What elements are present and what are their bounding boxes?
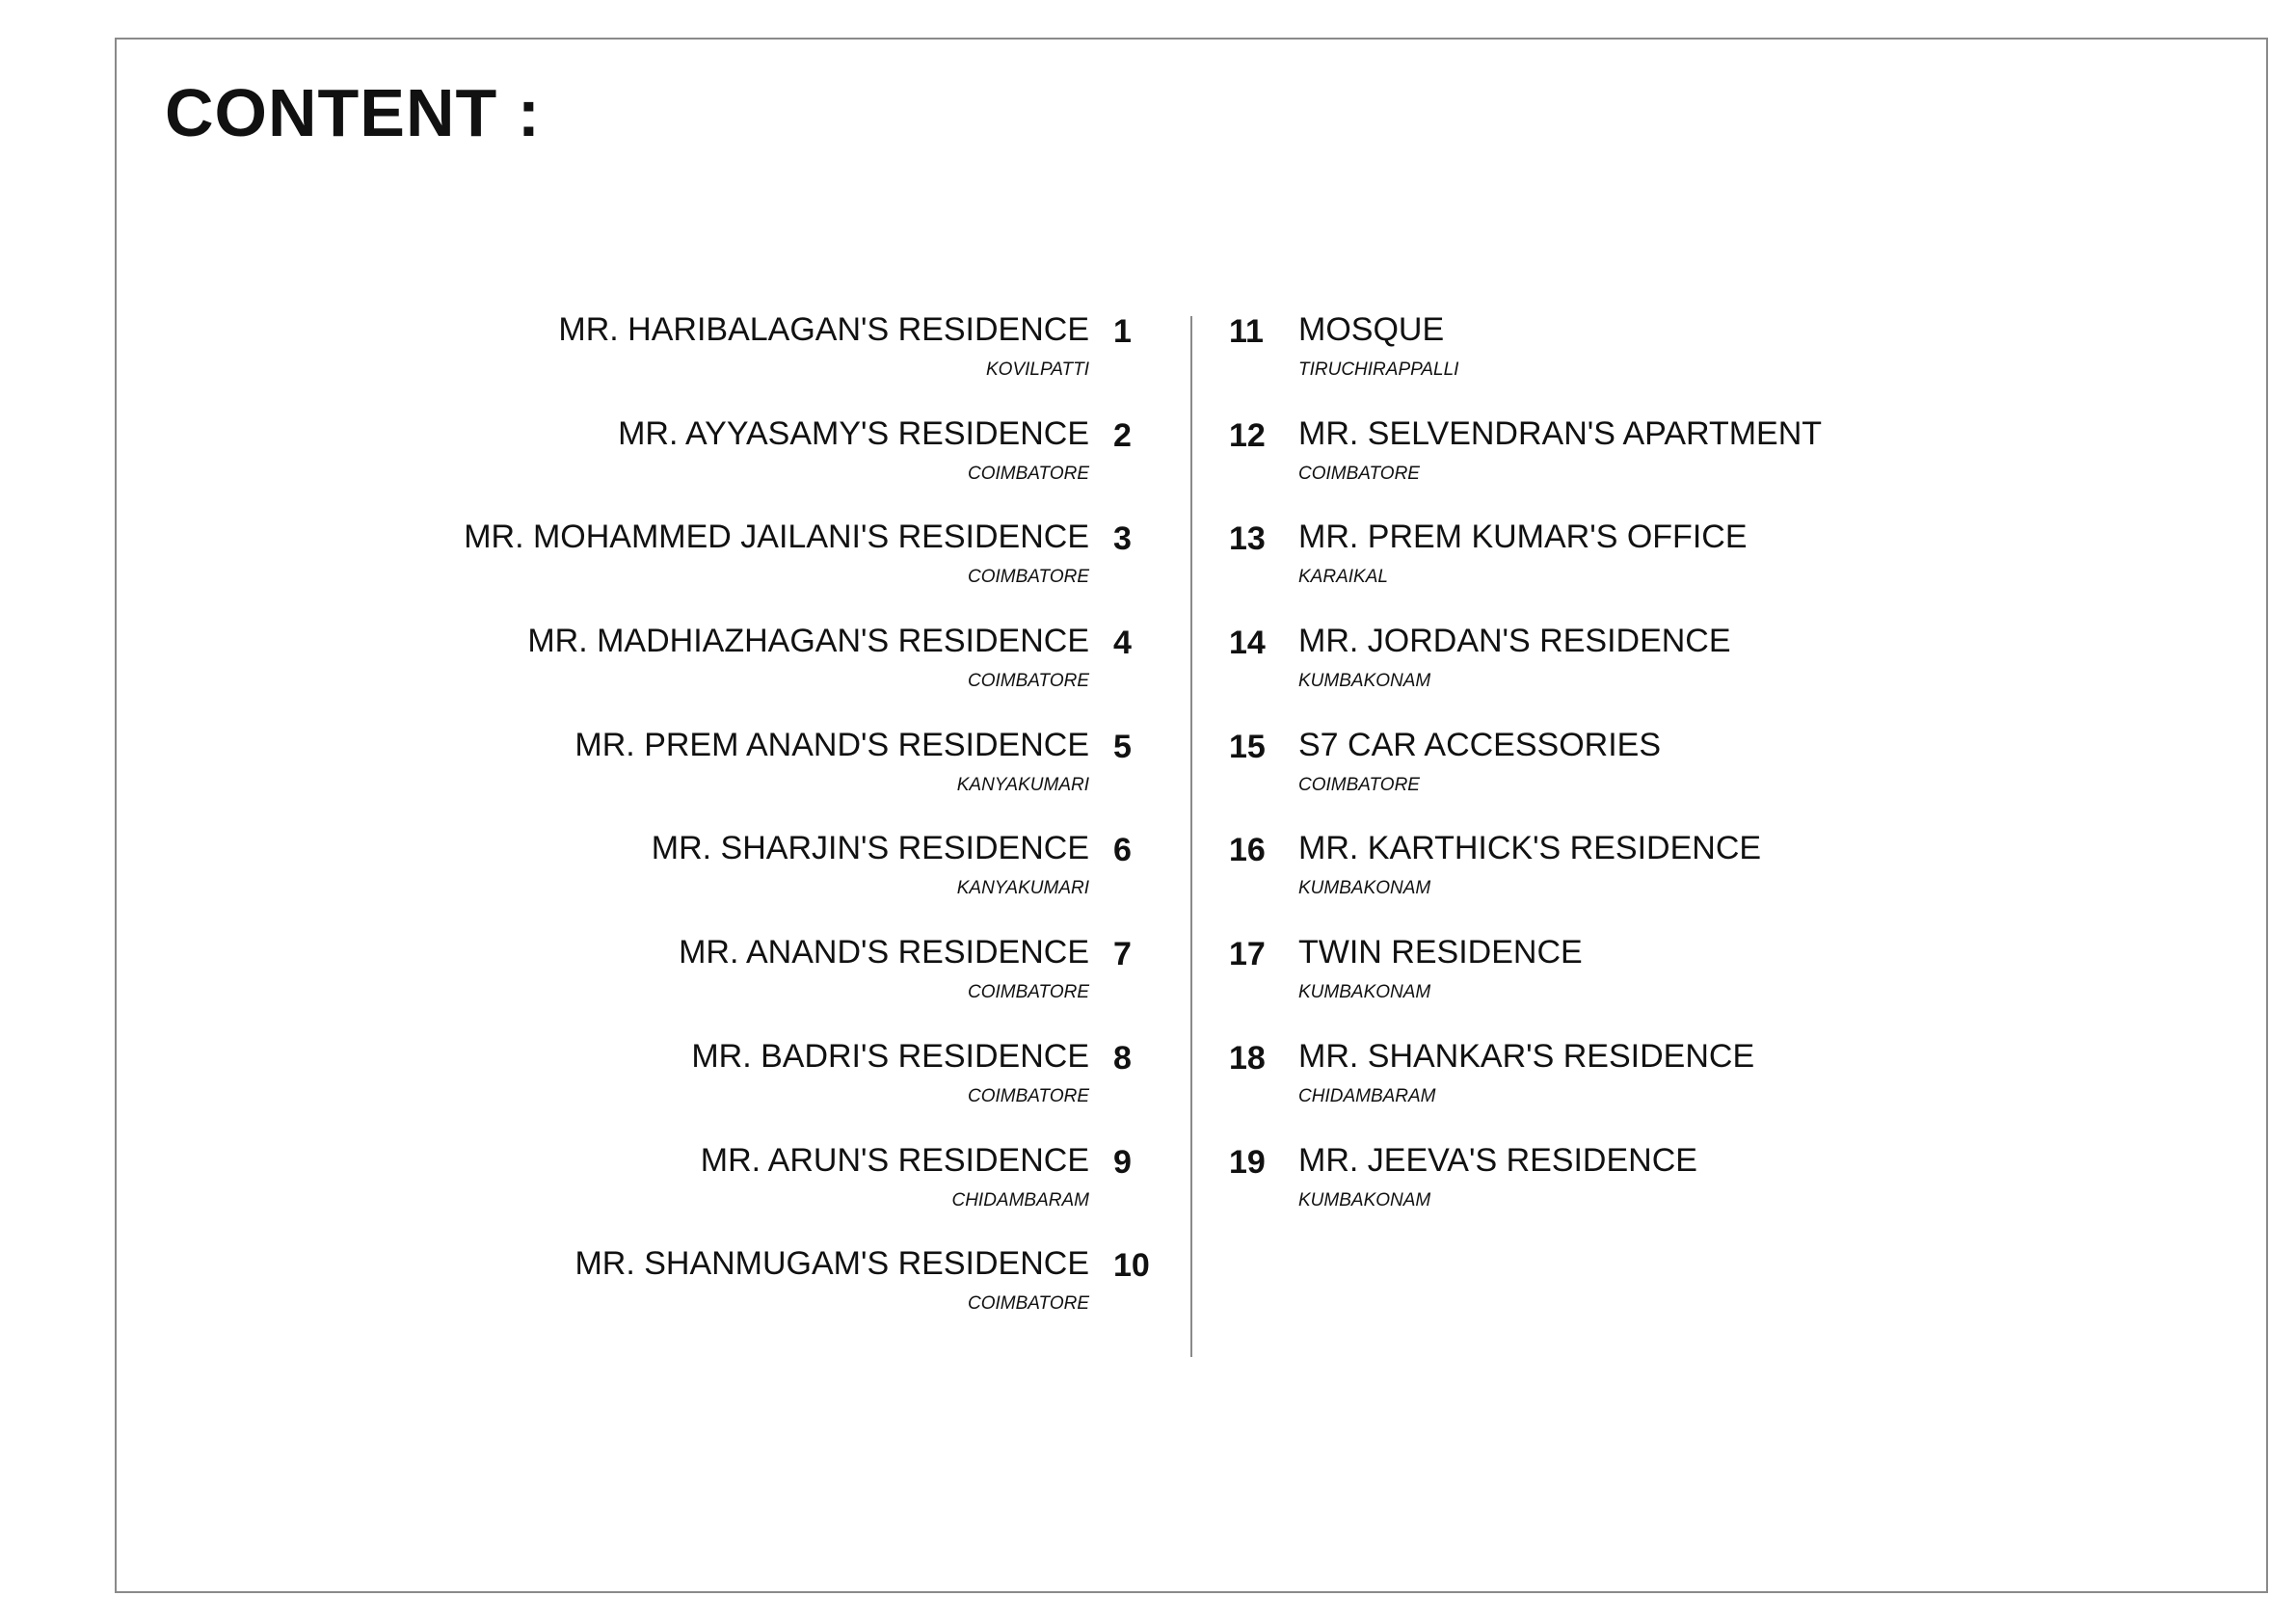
contents-entry[interactable] [1229,414,2193,519]
contents-entry[interactable] [1229,622,2193,726]
entry-number: 6 [1113,832,1132,869]
entry-number: 1 [1113,313,1132,350]
contents-entry[interactable] [1229,1037,2193,1141]
entry-number: 8 [1113,1039,1132,1077]
entry-location: KUMBAKONAM [1298,982,1431,1003]
contents-list-right [1229,310,2193,1244]
entry-title: MR. ARUN'S RESIDENCE [700,1141,1089,1179]
entry-location: KANYAKUMARI [956,878,1089,899]
contents-entry[interactable] [0,622,1157,726]
entry-location: TIRUCHIRAPPALLI [1298,359,1459,380]
entry-number: 18 [1229,1039,1266,1077]
entry-number: 9 [1113,1143,1132,1181]
entry-location: COIMBATORE [968,982,1089,1003]
contents-entry[interactable] [1229,1141,2193,1245]
contents-entry[interactable] [0,1037,1157,1141]
entry-location: COIMBATORE [1298,774,1420,795]
entry-location: COIMBATORE [968,671,1089,692]
contents-entry[interactable] [0,726,1157,830]
entry-location: KARAIKAL [1298,567,1388,588]
entry-title: MR. HARIBALAGAN'S RESIDENCE [558,311,1089,348]
entry-location: COIMBATORE [968,567,1089,588]
entry-number: 13 [1229,520,1266,558]
entry-title: MR. SHANMUGAM'S RESIDENCE [574,1245,1089,1283]
entry-number: 12 [1229,416,1266,454]
entry-number: 2 [1113,416,1132,454]
contents-entry[interactable] [1229,829,2193,933]
entry-number: 11 [1229,313,1264,350]
contents-entry[interactable] [1229,933,2193,1037]
entry-number: 16 [1229,832,1266,869]
entry-location: CHIDAMBARAM [951,1189,1089,1211]
entry-location: KUMBAKONAM [1298,671,1431,692]
contents-entry[interactable] [0,310,1157,414]
contents-entry[interactable] [1229,518,2193,622]
entry-number: 10 [1113,1247,1150,1285]
contents-entry[interactable] [0,414,1157,519]
entry-number: 19 [1229,1143,1266,1181]
entry-title: S7 CAR ACCESSORIES [1298,726,1662,763]
entry-title: MR. KARTHICK'S RESIDENCE [1298,830,1762,867]
entry-title: MR. JORDAN'S RESIDENCE [1298,623,1731,660]
entry-number: 7 [1113,936,1132,973]
page-title: CONTENT : [165,75,542,150]
entry-title: MR. PREM KUMAR'S OFFICE [1298,519,1748,556]
entry-number: 17 [1229,936,1266,973]
entry-title: MR. AYYASAMY'S RESIDENCE [618,414,1089,452]
entry-title: MOSQUE [1298,311,1445,348]
entry-title: MR. MOHAMMED JAILANI'S RESIDENCE [464,519,1089,556]
entry-number: 3 [1113,520,1132,558]
contents-entry[interactable] [0,829,1157,933]
entry-location: CHIDAMBARAM [1298,1085,1436,1106]
entry-location: COIMBATORE [1298,463,1420,484]
entry-title: MR. BADRI'S RESIDENCE [691,1037,1089,1075]
contents-entry[interactable] [1229,310,2193,414]
entry-location: KUMBAKONAM [1298,878,1431,899]
entry-number: 5 [1113,728,1132,765]
entry-title: MR. JEEVA'S RESIDENCE [1298,1141,1697,1179]
entry-title: MR. SHARJIN'S RESIDENCE [651,830,1089,867]
entry-location: COIMBATORE [968,1085,1089,1106]
entry-title: MR. SHANKAR'S RESIDENCE [1298,1037,1755,1075]
contents-entry[interactable] [0,518,1157,622]
entry-number: 14 [1229,625,1266,662]
entry-location: COIMBATORE [968,463,1089,484]
entry-title: MR. MADHIAZHAGAN'S RESIDENCE [527,623,1089,660]
entry-location: KOVILPATTI [986,359,1089,380]
entry-location: COIMBATORE [968,1293,1089,1315]
contents-entry[interactable] [0,933,1157,1037]
entry-number: 15 [1229,728,1266,765]
entry-number: 4 [1113,625,1132,662]
contents-entry[interactable] [0,1141,1157,1245]
contents-entry[interactable] [1229,726,2193,830]
contents-list-left [0,310,1157,1348]
entry-title: MR. SELVENDRAN'S APARTMENT [1298,414,1823,452]
entry-location: KUMBAKONAM [1298,1189,1431,1211]
column-divider [1190,316,1192,1357]
entry-title: MR. PREM ANAND'S RESIDENCE [574,726,1089,763]
entry-title: TWIN RESIDENCE [1298,934,1583,971]
entry-title: MR. ANAND'S RESIDENCE [679,934,1089,971]
entry-location: KANYAKUMARI [956,774,1089,795]
contents-entry[interactable] [0,1244,1157,1348]
